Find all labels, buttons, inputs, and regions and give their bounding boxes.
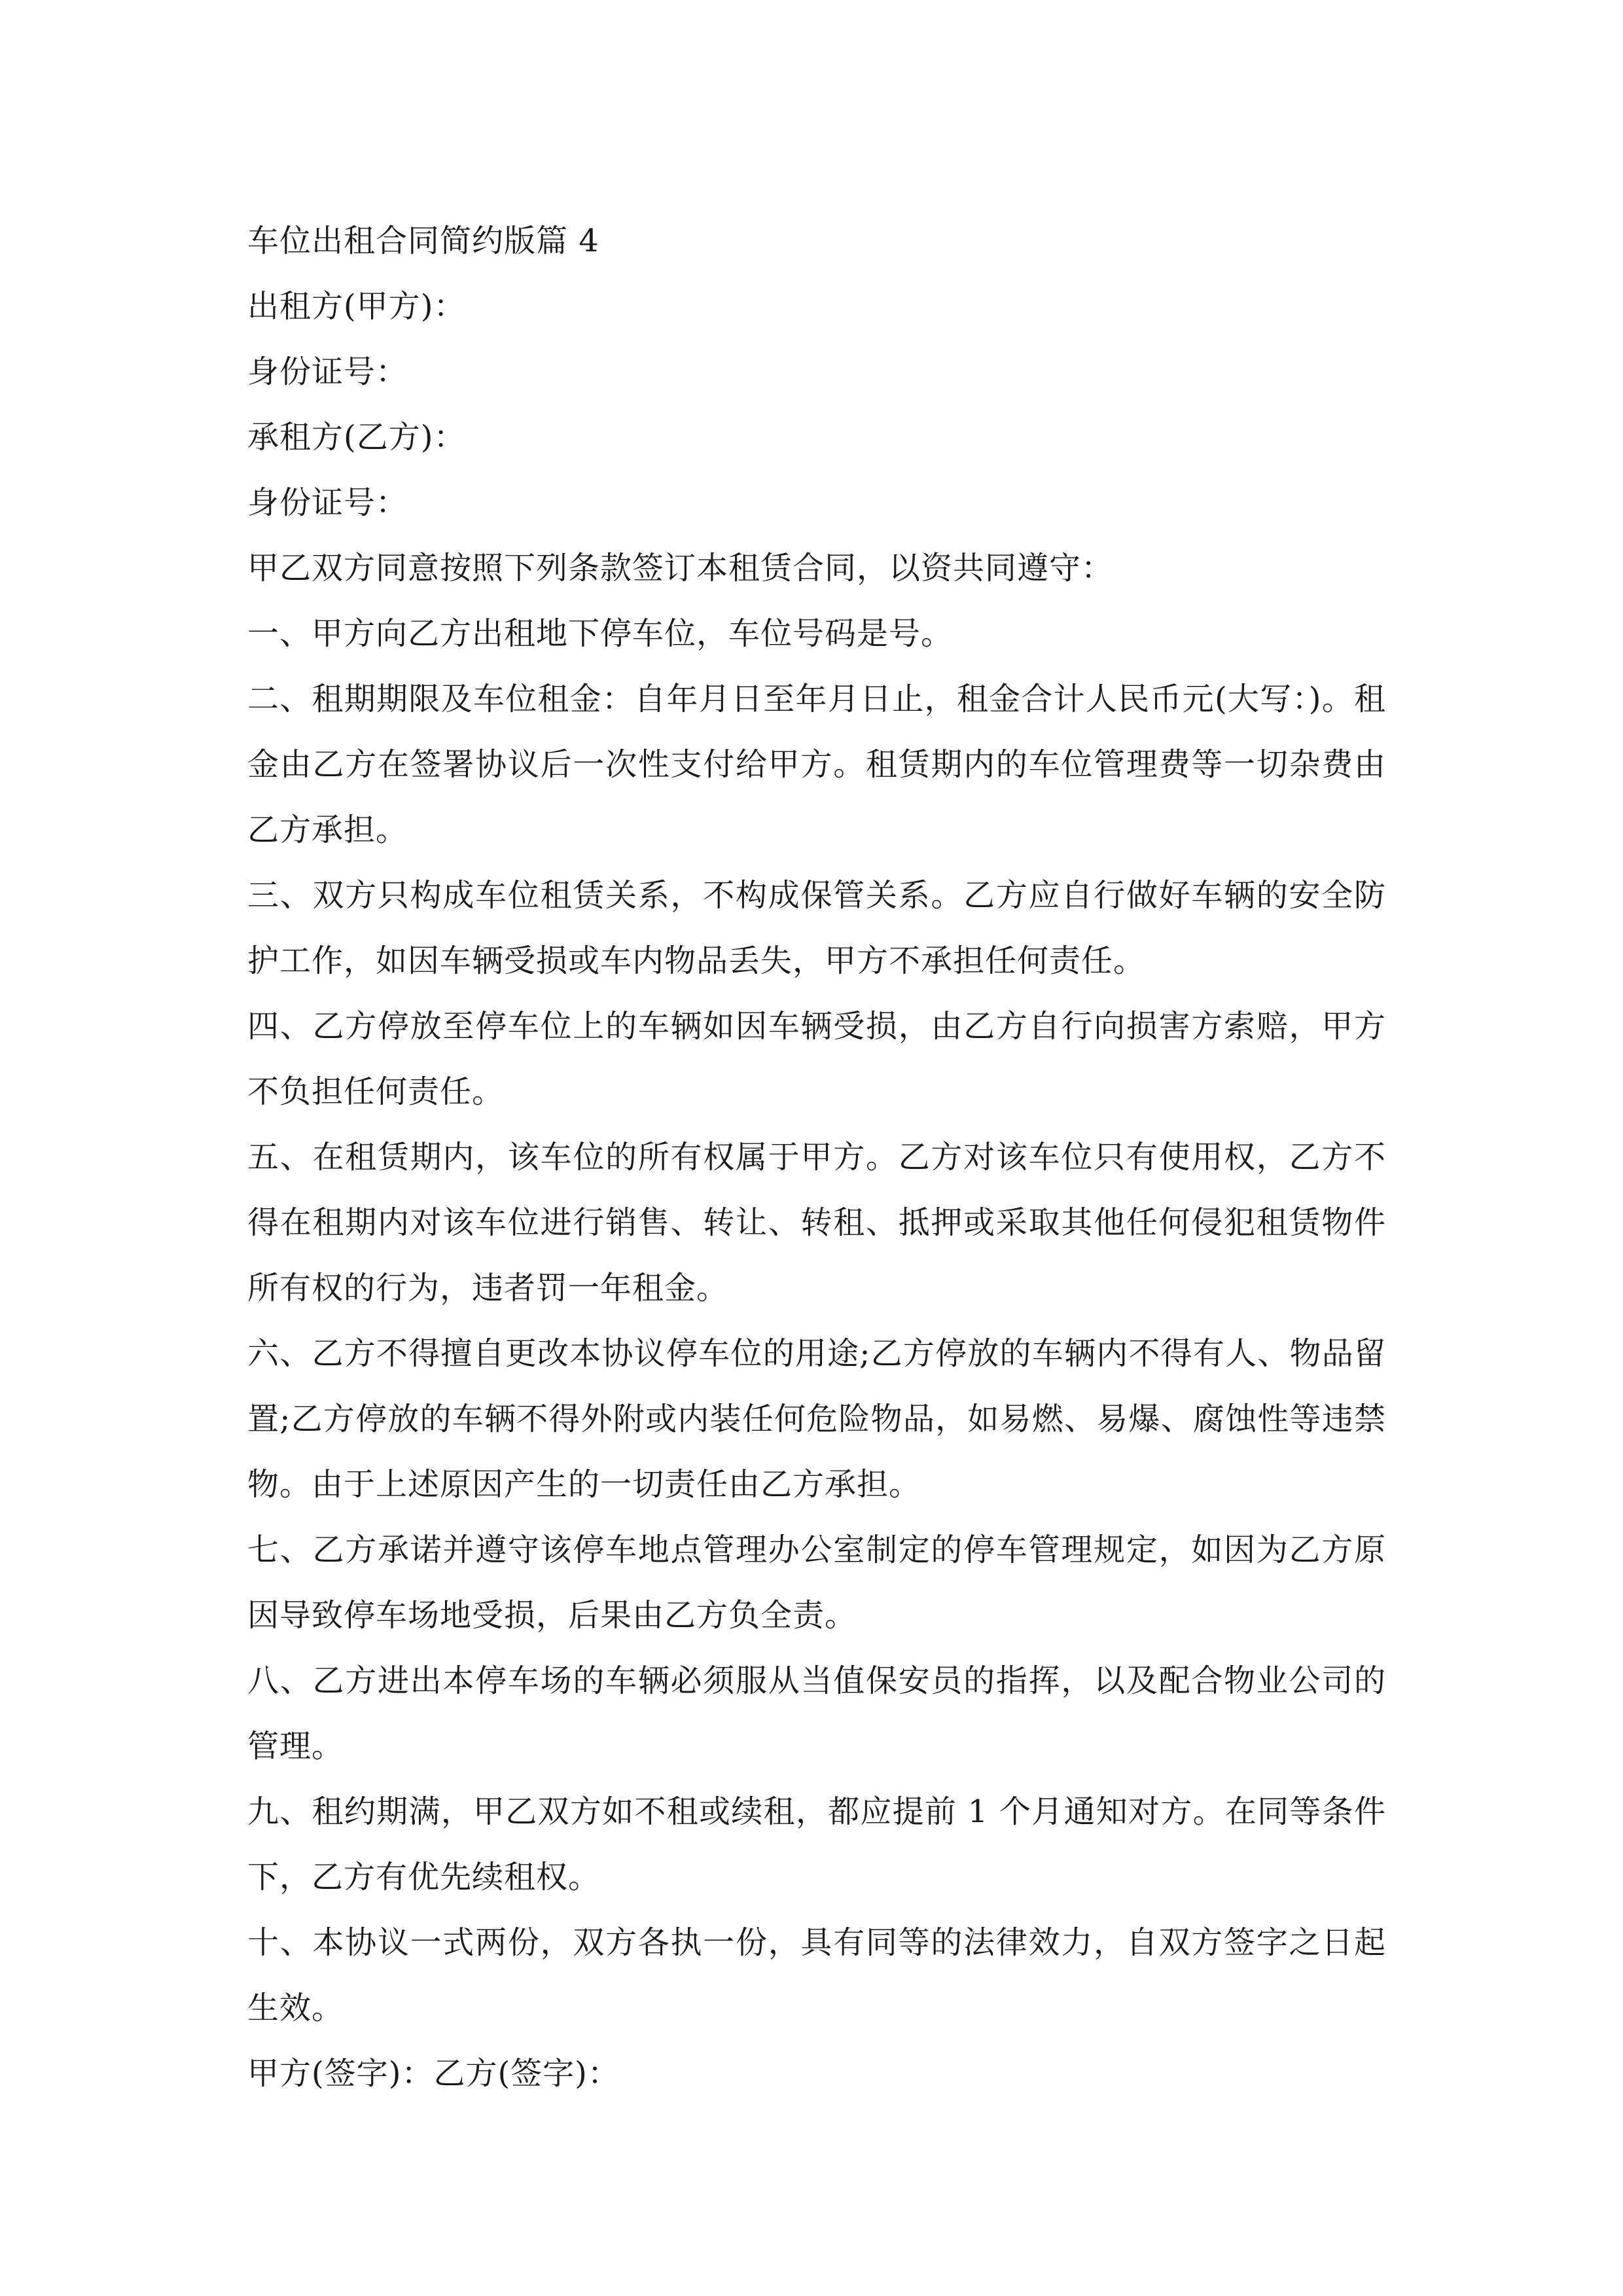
document-body	[247, 208, 1386, 2106]
clause-10: 十、本协议一式两份，双方各执一份，具有同等的法律效力，自双方签字之日起生效。	[247, 1924, 1386, 2026]
clause-3: 三、双方只构成车位租赁关系，不构成保管关系。乙方应自行做好车辆的安全防护工作，如因车辆受损或车内物品丢失，甲方不承担任何责任。	[247, 877, 1386, 979]
intro-text: 甲乙双方同意按照下列条款签订本租赁合同，以资共同遵守：	[247, 550, 1114, 586]
signature-line: 甲方(签字)：乙方(签字)：	[247, 2055, 620, 2092]
clause-2: 二、租期期限及车位租金：自年月日至年月日止，租金合计人民币元(大写：)。租金由乙方在签署协议后一次性支付给甲方。租赁期内的车位管理费等一切杂费由乙方承担。	[247, 681, 1386, 848]
clause-7: 七、乙方承诺并遵守该停车地点管理办公室制定的停车管理规定，如因为乙方原因导致停车场地受损，后果由乙方负全责。	[247, 1532, 1386, 1634]
document-title: 车位出租合同简约版篇 4	[247, 223, 599, 259]
lessee-id-field: 身份证号：	[247, 484, 408, 521]
clause-6: 六、乙方不得擅自更改本协议停车位的用途;乙方停放的车辆内不得有人、物品留置;乙方停放的车辆不得外附或内装任何危险物品，如易燃、易爆、腐蚀性等违禁物。由于上述原因产生的一切责任由乙方承担。	[247, 1335, 1386, 1503]
clause-5: 五、在租赁期内，该车位的所有权属于甲方。乙方对该车位只有使用权，乙方不得在租期内对该车位进行销售、转让、转租、抵押或采取其他任何侵犯租赁物件所有权的行为，违者罚一年租金。	[247, 1139, 1386, 1306]
clause-8: 八、乙方进出本停车场的车辆必须服从当值保安员的指挥，以及配合物业公司的管理。	[247, 1662, 1386, 1765]
lessor-id-field: 身份证号：	[247, 353, 408, 390]
clause-1: 一、甲方向乙方出租地下停车位，车位号码是号。	[247, 615, 954, 652]
clause-9: 九、租约期满，甲乙双方如不租或续租，都应提前 1 个月通知对方。在同等条件下，乙方有优先续租权。	[247, 1793, 1386, 1895]
lessor-field: 出租方(甲方)：	[247, 288, 466, 325]
lessee-field: 承租方(乙方)：	[247, 419, 466, 456]
clause-4: 四、乙方停放至停车位上的车辆如因车辆受损，由乙方自行向损害方索赔，甲方不负担任何责任。	[247, 1008, 1386, 1110]
